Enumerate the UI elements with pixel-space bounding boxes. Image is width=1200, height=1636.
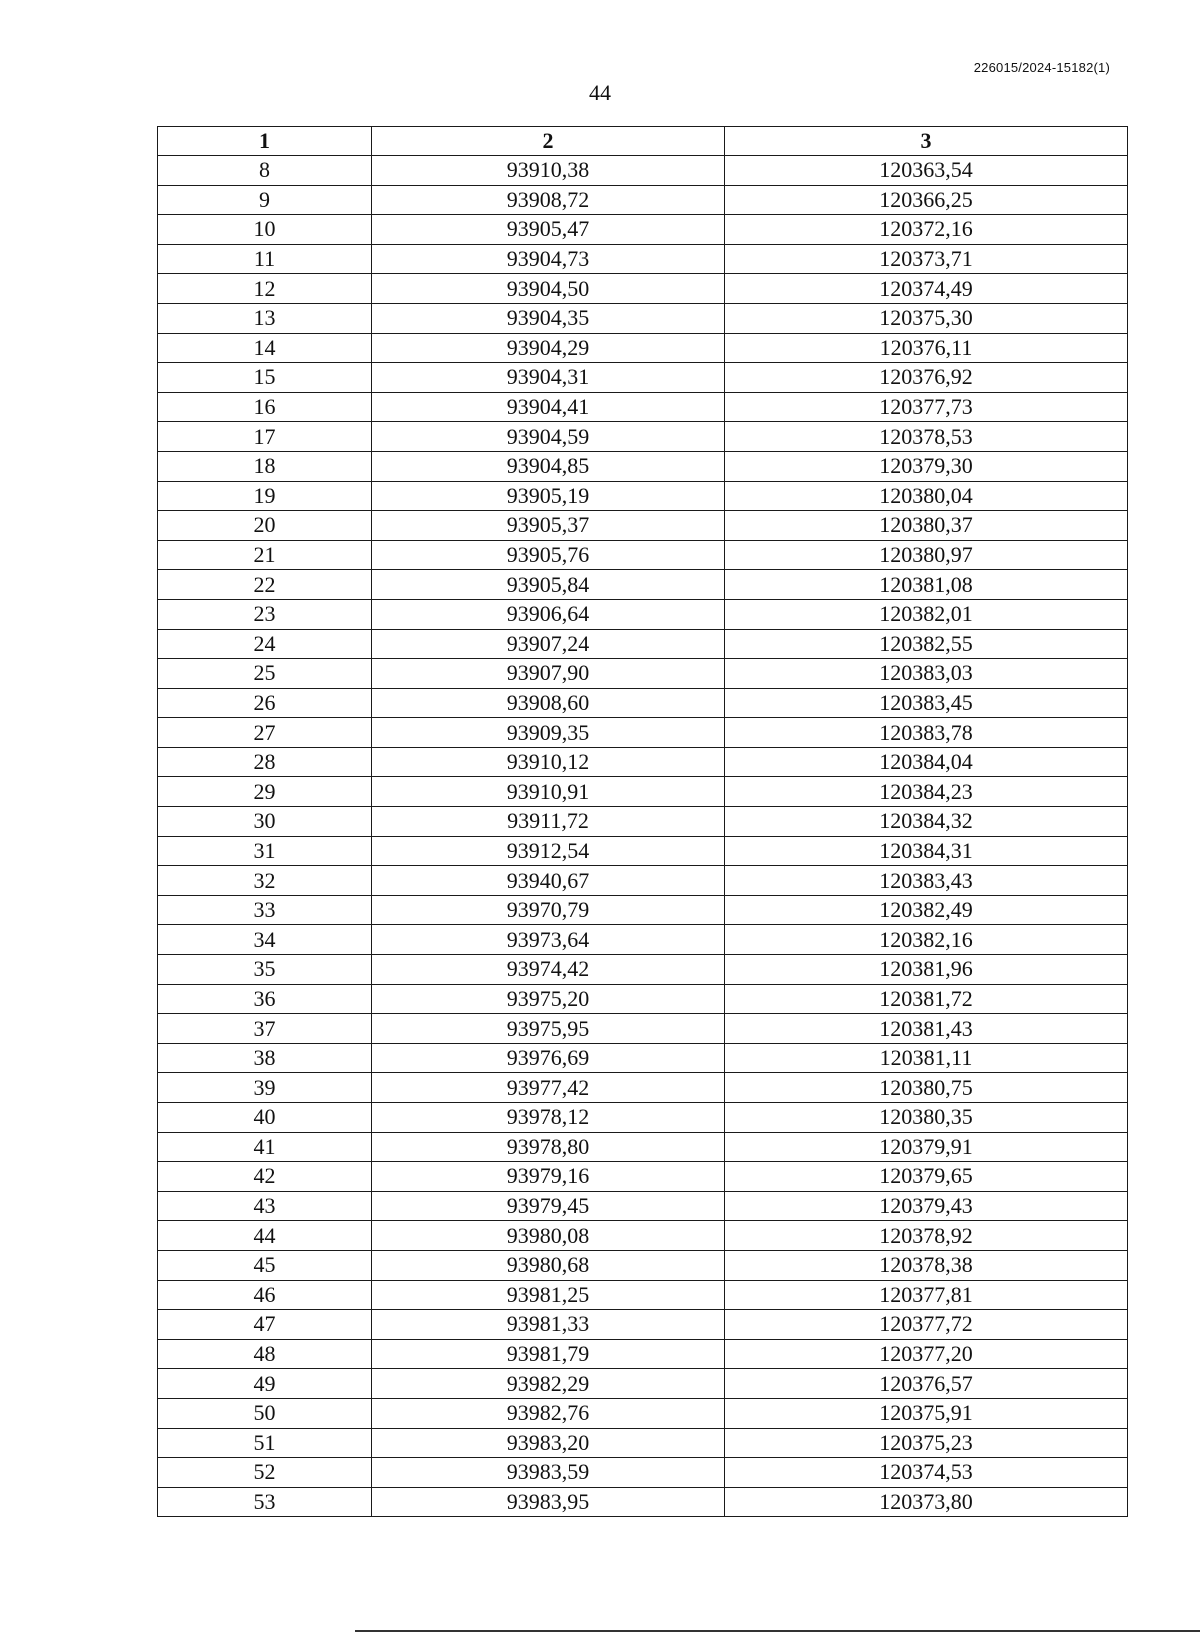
point-number-cell: 42 xyxy=(158,1162,372,1192)
table-row xyxy=(158,777,1128,807)
point-number-cell: 44 xyxy=(158,1221,372,1251)
point-number-cell: 39 xyxy=(158,1073,372,1103)
y-coordinate-cell: 120381,72 xyxy=(725,984,1128,1014)
x-coordinate-cell: 93907,90 xyxy=(372,659,725,689)
table-row xyxy=(158,1191,1128,1221)
y-coordinate-cell: 120377,72 xyxy=(725,1310,1128,1340)
table-row xyxy=(158,1132,1128,1162)
point-number-cell: 12 xyxy=(158,274,372,304)
x-coordinate-cell: 93904,35 xyxy=(372,303,725,333)
table-row xyxy=(158,629,1128,659)
x-coordinate-cell: 93976,69 xyxy=(372,1043,725,1073)
point-number-cell: 43 xyxy=(158,1191,372,1221)
point-number-cell: 32 xyxy=(158,866,372,896)
point-number-cell: 47 xyxy=(158,1310,372,1340)
table-row xyxy=(158,1398,1128,1428)
point-number-cell: 10 xyxy=(158,215,372,245)
table-row xyxy=(158,1280,1128,1310)
y-coordinate-cell: 120373,71 xyxy=(725,244,1128,274)
table-row xyxy=(158,1458,1128,1488)
y-coordinate-cell: 120376,57 xyxy=(725,1369,1128,1399)
y-coordinate-cell: 120382,01 xyxy=(725,599,1128,629)
point-number-cell: 24 xyxy=(158,629,372,659)
point-number-cell: 36 xyxy=(158,984,372,1014)
table-row xyxy=(158,659,1128,689)
x-coordinate-cell: 93978,12 xyxy=(372,1103,725,1133)
x-coordinate-cell: 93904,85 xyxy=(372,451,725,481)
point-number-cell: 52 xyxy=(158,1458,372,1488)
x-coordinate-cell: 93905,76 xyxy=(372,540,725,570)
y-coordinate-cell: 120377,73 xyxy=(725,392,1128,422)
x-coordinate-cell: 93979,16 xyxy=(372,1162,725,1192)
x-coordinate-cell: 93905,19 xyxy=(372,481,725,511)
table-row xyxy=(158,925,1128,955)
table-row xyxy=(158,955,1128,985)
y-coordinate-cell: 120380,75 xyxy=(725,1073,1128,1103)
y-coordinate-cell: 120383,45 xyxy=(725,688,1128,718)
y-coordinate-cell: 120378,38 xyxy=(725,1250,1128,1280)
y-coordinate-cell: 120372,16 xyxy=(725,215,1128,245)
y-coordinate-cell: 120378,92 xyxy=(725,1221,1128,1251)
y-coordinate-cell: 120381,11 xyxy=(725,1043,1128,1073)
table-row xyxy=(158,333,1128,363)
x-coordinate-cell: 93981,25 xyxy=(372,1280,725,1310)
x-coordinate-cell: 93904,50 xyxy=(372,274,725,304)
y-coordinate-cell: 120375,30 xyxy=(725,303,1128,333)
x-coordinate-cell: 93981,79 xyxy=(372,1339,725,1369)
table-row xyxy=(158,866,1128,896)
point-number-cell: 27 xyxy=(158,718,372,748)
y-coordinate-cell: 120381,96 xyxy=(725,955,1128,985)
y-coordinate-cell: 120384,04 xyxy=(725,747,1128,777)
y-coordinate-cell: 120376,92 xyxy=(725,363,1128,393)
point-number-cell: 45 xyxy=(158,1250,372,1280)
y-coordinate-cell: 120381,43 xyxy=(725,1014,1128,1044)
table-row xyxy=(158,1221,1128,1251)
x-coordinate-cell: 93974,42 xyxy=(372,955,725,985)
x-coordinate-cell: 93909,35 xyxy=(372,718,725,748)
point-number-cell: 22 xyxy=(158,570,372,600)
x-coordinate-cell: 93905,47 xyxy=(372,215,725,245)
y-coordinate-cell: 120378,53 xyxy=(725,422,1128,452)
table-row xyxy=(158,807,1128,837)
point-number-cell: 38 xyxy=(158,1043,372,1073)
x-coordinate-cell: 93910,12 xyxy=(372,747,725,777)
x-coordinate-cell: 93980,68 xyxy=(372,1250,725,1280)
point-number-cell: 41 xyxy=(158,1132,372,1162)
table-row xyxy=(158,156,1128,186)
point-number-cell: 53 xyxy=(158,1487,372,1517)
y-coordinate-cell: 120382,49 xyxy=(725,895,1128,925)
x-coordinate-cell: 93975,20 xyxy=(372,984,725,1014)
point-number-cell: 46 xyxy=(158,1280,372,1310)
bottom-divider xyxy=(355,1630,1200,1632)
x-coordinate-cell: 93940,67 xyxy=(372,866,725,896)
point-number-cell: 9 xyxy=(158,185,372,215)
y-coordinate-cell: 120380,97 xyxy=(725,540,1128,570)
table-row xyxy=(158,511,1128,541)
y-coordinate-cell: 120382,16 xyxy=(725,925,1128,955)
point-number-cell: 37 xyxy=(158,1014,372,1044)
table-row xyxy=(158,747,1128,777)
table-row xyxy=(158,1162,1128,1192)
y-coordinate-cell: 120384,32 xyxy=(725,807,1128,837)
y-coordinate-cell: 120380,37 xyxy=(725,511,1128,541)
y-coordinate-cell: 120380,04 xyxy=(725,481,1128,511)
y-coordinate-cell: 120376,11 xyxy=(725,333,1128,363)
table-row xyxy=(158,1073,1128,1103)
x-coordinate-cell: 93983,20 xyxy=(372,1428,725,1458)
point-number-cell: 35 xyxy=(158,955,372,985)
x-coordinate-cell: 93908,72 xyxy=(372,185,725,215)
point-number-cell: 48 xyxy=(158,1339,372,1369)
x-coordinate-cell: 93911,72 xyxy=(372,807,725,837)
table-row xyxy=(158,274,1128,304)
table-row xyxy=(158,1487,1128,1517)
table-row xyxy=(158,1043,1128,1073)
table-row xyxy=(158,688,1128,718)
table-row xyxy=(158,1339,1128,1369)
y-coordinate-cell: 120363,54 xyxy=(725,156,1128,186)
point-number-cell: 21 xyxy=(158,540,372,570)
x-coordinate-cell: 93905,84 xyxy=(372,570,725,600)
table-row xyxy=(158,422,1128,452)
point-number-cell: 20 xyxy=(158,511,372,541)
point-number-cell: 18 xyxy=(158,451,372,481)
y-coordinate-cell: 120383,03 xyxy=(725,659,1128,689)
x-coordinate-cell: 93904,29 xyxy=(372,333,725,363)
x-coordinate-cell: 93906,64 xyxy=(372,599,725,629)
x-coordinate-cell: 93982,76 xyxy=(372,1398,725,1428)
y-coordinate-cell: 120382,55 xyxy=(725,629,1128,659)
x-coordinate-cell: 93980,08 xyxy=(372,1221,725,1251)
x-coordinate-cell: 93904,59 xyxy=(372,422,725,452)
table-header-row xyxy=(158,127,1128,156)
x-coordinate-cell: 93982,29 xyxy=(372,1369,725,1399)
x-coordinate-cell: 93904,73 xyxy=(372,244,725,274)
y-coordinate-cell: 120380,35 xyxy=(725,1103,1128,1133)
x-coordinate-cell: 93907,24 xyxy=(372,629,725,659)
y-coordinate-cell: 120383,78 xyxy=(725,718,1128,748)
table-row xyxy=(158,303,1128,333)
y-coordinate-cell: 120377,20 xyxy=(725,1339,1128,1369)
table-row xyxy=(158,1014,1128,1044)
x-coordinate-cell: 93970,79 xyxy=(372,895,725,925)
point-number-cell: 28 xyxy=(158,747,372,777)
y-coordinate-cell: 120379,91 xyxy=(725,1132,1128,1162)
point-number-cell: 31 xyxy=(158,836,372,866)
table-row xyxy=(158,1428,1128,1458)
table-body xyxy=(158,156,1128,1517)
y-coordinate-cell: 120375,91 xyxy=(725,1398,1128,1428)
document-id: 226015/2024-15182(1) xyxy=(973,60,1110,75)
point-number-cell: 34 xyxy=(158,925,372,955)
table-row xyxy=(158,599,1128,629)
point-number-cell: 23 xyxy=(158,599,372,629)
column-header-3: 3 xyxy=(725,127,1128,156)
y-coordinate-cell: 120374,53 xyxy=(725,1458,1128,1488)
y-coordinate-cell: 120377,81 xyxy=(725,1280,1128,1310)
point-number-cell: 33 xyxy=(158,895,372,925)
table-row xyxy=(158,392,1128,422)
column-header-1: 1 xyxy=(158,127,372,156)
point-number-cell: 29 xyxy=(158,777,372,807)
y-coordinate-cell: 120374,49 xyxy=(725,274,1128,304)
point-number-cell: 14 xyxy=(158,333,372,363)
table-row xyxy=(158,895,1128,925)
x-coordinate-cell: 93904,41 xyxy=(372,392,725,422)
x-coordinate-cell: 93981,33 xyxy=(372,1310,725,1340)
y-coordinate-cell: 120381,08 xyxy=(725,570,1128,600)
table-row xyxy=(158,215,1128,245)
table-row xyxy=(158,185,1128,215)
column-header-2: 2 xyxy=(372,127,725,156)
y-coordinate-cell: 120379,43 xyxy=(725,1191,1128,1221)
y-coordinate-cell: 120384,23 xyxy=(725,777,1128,807)
table-row xyxy=(158,481,1128,511)
point-number-cell: 51 xyxy=(158,1428,372,1458)
table-row xyxy=(158,1310,1128,1340)
y-coordinate-cell: 120375,23 xyxy=(725,1428,1128,1458)
x-coordinate-cell: 93978,80 xyxy=(372,1132,725,1162)
table-row xyxy=(158,570,1128,600)
coordinates-table xyxy=(157,126,1128,1517)
x-coordinate-cell: 93904,31 xyxy=(372,363,725,393)
x-coordinate-cell: 93905,37 xyxy=(372,511,725,541)
x-coordinate-cell: 93910,91 xyxy=(372,777,725,807)
point-number-cell: 13 xyxy=(158,303,372,333)
y-coordinate-cell: 120366,25 xyxy=(725,185,1128,215)
x-coordinate-cell: 93983,59 xyxy=(372,1458,725,1488)
x-coordinate-cell: 93910,38 xyxy=(372,156,725,186)
x-coordinate-cell: 93977,42 xyxy=(372,1073,725,1103)
point-number-cell: 15 xyxy=(158,363,372,393)
point-number-cell: 30 xyxy=(158,807,372,837)
table-row xyxy=(158,984,1128,1014)
table-row xyxy=(158,1369,1128,1399)
y-coordinate-cell: 120373,80 xyxy=(725,1487,1128,1517)
point-number-cell: 8 xyxy=(158,156,372,186)
table-row xyxy=(158,451,1128,481)
x-coordinate-cell: 93975,95 xyxy=(372,1014,725,1044)
page-number: 44 xyxy=(589,80,611,105)
table-row xyxy=(158,1103,1128,1133)
y-coordinate-cell: 120379,65 xyxy=(725,1162,1128,1192)
y-coordinate-cell: 120379,30 xyxy=(725,451,1128,481)
point-number-cell: 19 xyxy=(158,481,372,511)
point-number-cell: 25 xyxy=(158,659,372,689)
x-coordinate-cell: 93973,64 xyxy=(372,925,725,955)
point-number-cell: 11 xyxy=(158,244,372,274)
table-row xyxy=(158,540,1128,570)
y-coordinate-cell: 120384,31 xyxy=(725,836,1128,866)
point-number-cell: 40 xyxy=(158,1103,372,1133)
table-row xyxy=(158,244,1128,274)
point-number-cell: 17 xyxy=(158,422,372,452)
x-coordinate-cell: 93979,45 xyxy=(372,1191,725,1221)
point-number-cell: 49 xyxy=(158,1369,372,1399)
point-number-cell: 16 xyxy=(158,392,372,422)
x-coordinate-cell: 93908,60 xyxy=(372,688,725,718)
point-number-cell: 26 xyxy=(158,688,372,718)
x-coordinate-cell: 93983,95 xyxy=(372,1487,725,1517)
point-number-cell: 50 xyxy=(158,1398,372,1428)
x-coordinate-cell: 93912,54 xyxy=(372,836,725,866)
table-row xyxy=(158,363,1128,393)
table-row xyxy=(158,718,1128,748)
y-coordinate-cell: 120383,43 xyxy=(725,866,1128,896)
table-row xyxy=(158,1250,1128,1280)
table-row xyxy=(158,836,1128,866)
